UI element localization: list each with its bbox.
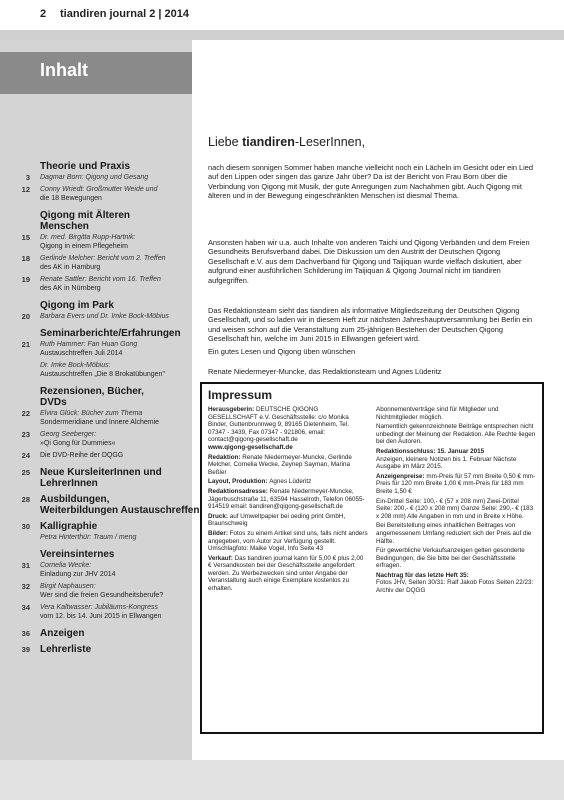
impressum-entry: Namentlich gekennzeichnete Beiträge entsprechen nicht unbedingt der Meinung der Redaktion. Alle Rechte liegen bei den Autoren. xyxy=(376,423,536,446)
toc-page-number: 20 xyxy=(21,312,30,321)
letter-greeting: Liebe tiandiren-LeserInnen, xyxy=(208,135,366,149)
toc-section: Lehrerliste xyxy=(40,644,92,655)
impressum-entry: Bilder: Fotos zu einem Artikel sind uns, falls nicht anders angegeben, vom Autor zur Verfügung gestellt. Umschlagfoto: Maike Vogel, Info Seite 43 xyxy=(208,529,368,553)
impressum-entry: Bei Bereitstellung eines inhaltlichen Beitrages von angemessenem Umfang reduziert sich der Preis auf die Hälfte. xyxy=(376,522,532,545)
toc-page-number: 36 xyxy=(21,629,30,638)
toc-item-title: des AK in Nürnberg xyxy=(40,285,101,292)
toc-author: Dr. med. Birgitta Rupp-Hartnik: xyxy=(40,234,136,241)
toc-author: Dr. Imke Bock-Möbius: xyxy=(40,362,111,369)
impressum-entry: Für gewerbliche Verkaufsanzeigen gelten gesonderte Bedingungen, die Sie bitte bei der Geschäftsstelle erfragen. xyxy=(376,547,525,570)
toc-page-number: 18 xyxy=(21,254,30,263)
toc-item-title: Austauschtreffen „Die 8 Brokatübungen" xyxy=(40,371,165,378)
toc-page-number: 19 xyxy=(21,275,30,284)
impressum-box xyxy=(200,382,544,734)
toc-author: Birgit Naphausen: xyxy=(40,583,96,590)
toc-author: Cornelia Wecke: xyxy=(40,562,92,569)
impressum-entry: Anzeigenpreise: mm-Preis für 57 mm Breite 0,50 € mm-Preis für 120 mm Breite 1,00 € mm-Preis für 183 mm Breite 1,50 € xyxy=(376,472,536,495)
impressum-entry: Redaktionsschluss: 15. Januar 2015 Anzeigen, kleinere Notizen bis 1. Februar Nächste Ausgabe im März 2015. xyxy=(376,447,517,471)
toc-section: Theorie und Praxis xyxy=(40,161,131,172)
toc-author: Dagmar Born: Qigong und Gesang xyxy=(40,174,149,181)
toc-author: Ruth Hammer: Fan Huan Gong xyxy=(40,341,138,348)
toc-item-title: Wer sind die freien Gesundheitsberufe? xyxy=(40,592,164,599)
journal-title: tiandiren journal 2 | 2014 xyxy=(60,8,190,20)
impressum-entry: Druck: auf Umweltpapier bei oeding print GmbH, Braunschweig xyxy=(208,512,346,528)
impressum-entry: Verkauf: Das tiandiren journal kann für 5,00 € plus 2,00 € Versandkosten bei der Geschäftsstelle angefordert werden. Zu Werbezwecken sind unter Angabe der Veranstaltung auch einige Exemplare kostenlos zu erhalten. xyxy=(208,554,364,593)
toc-author: Conny Wriedt: Großmutter Weide und xyxy=(40,186,158,193)
toc-item-title: Die DVD-Reihe der DQGG xyxy=(40,452,124,459)
toc-item-title: Einladung zur JHV 2014 xyxy=(40,571,116,578)
toc-section: Weiterbildungen Austauschreffen xyxy=(40,505,200,516)
toc-page-number: 31 xyxy=(21,561,30,570)
toc-item-title: Austauschtreffen Juli 2014 xyxy=(40,350,123,357)
impressum-right-column xyxy=(376,406,536,597)
toc-page-number: 15 xyxy=(21,233,30,242)
toc-page-number: 32 xyxy=(21,582,30,591)
toc-author: Gerlinde Melcher: Bericht vom 2. Treffen xyxy=(40,255,166,262)
impressum-entry: Layout, Produktion: Agnes Lüderitz xyxy=(208,478,312,486)
toc-page-number: 22 xyxy=(21,409,30,418)
impressum-title: Impressum xyxy=(208,388,273,402)
toc-section: Seminarberichte/Erfahrungen xyxy=(40,328,181,339)
toc-page-number: 12 xyxy=(21,185,30,194)
toc-section: Menschen xyxy=(40,221,89,232)
letter-signature: Renate Niedermeyer-Muncke, das Redaktionsteam und Agnes Lüderitz xyxy=(208,367,442,376)
letter-paragraph: Ein gutes Lesen und Qigong üben wünschen xyxy=(208,347,356,356)
toc-section: DVDs xyxy=(40,397,67,408)
toc-section: Ausbildungen, xyxy=(40,494,110,505)
toc-item-title: Qigong in einem Pflegeheim xyxy=(40,243,128,250)
toc-section: Anzeigen xyxy=(40,628,85,639)
toc-section: LehrerInnen xyxy=(40,478,98,489)
toc-title: Inhalt xyxy=(40,60,88,80)
toc-page-number: 34 xyxy=(21,603,30,612)
page-number: 2 xyxy=(40,8,47,20)
toc-item-title: Sondermeridiane und Innere Alchemie xyxy=(40,419,160,426)
impressum-left-column xyxy=(208,406,368,595)
toc-section: Qigong mit Älteren xyxy=(40,210,130,221)
toc-item-title: »Qi Gong für Dummies« xyxy=(40,440,116,447)
toc-author: Petra Hinterthür: Traum / meng xyxy=(40,534,137,541)
toc-author: Barbara Evers und Dr. Imke Bock-Möbius xyxy=(40,313,169,320)
toc-page-number: 3 xyxy=(25,173,30,182)
toc-page-number: 28 xyxy=(21,495,30,504)
toc-page-number: 21 xyxy=(21,340,30,349)
impressum-entry: Redaktionsadresse: Renate Niedermeyer-Muncke, Jägerbuschstraße 11, 63594 Hasselroth, Telefon 06055-914519 email: tiandiren@qigong-gesellschaft.de xyxy=(208,487,365,511)
letter-paragraph: Das Redaktionsteam sieht das tiandiren als informative Mitgliedszeitung der Deutschen Qigong Gesellschaft, und so laden wir in diesem Heft zur nächsten Jahreshauptversammlung bei Berlin ein und weisen schon auf die Veranstaltung zum 25-jährigen Bestehen der Deutschen Qigong Gesellschaft hin, welche im Juni 2015 in Ellwangen gefeiert wird. xyxy=(208,306,533,344)
letter-paragraph: nach diesem sonnigen Sommer haben manche vielleicht noch ein Lächeln im Gesicht oder ein Lied auf den Lippen oder singen das ganze Jahr über? Da ist der Bericht von Frau Born über die Verbindung von Qigong mit Musik, der gute Anregungen zum Nachahmen gibt. Auch Qigong mit älteren und in der Bewegung eingeschränkten Menschen ist diesmal Thema. xyxy=(208,163,533,201)
toc-page-number: 30 xyxy=(21,522,30,531)
toc-item-title: die 18 Bewegungen xyxy=(40,195,102,202)
header-band xyxy=(0,30,564,40)
toc-item-title: des AK in Hamburg xyxy=(40,264,101,271)
toc-page-number: 23 xyxy=(21,430,30,439)
letter-paragraph: Ansonsten haben wir u.a. auch Inhalte von anderen Taichi und Qigong Verbänden und dem Freien Gesundheits Berufsverband dabei. Die Diskussion um den Austritt der Deutschen Qigong Gesellschaft e.V. aus dem Dachverband für Qigong und Taijiquan wurde vielfach diskutiert, aber aufgrund einer ausführlichen Schilderung im Taijiquan & Qigong Journal nicht im tiandiren aufgegriffen. xyxy=(208,238,530,285)
impressum-entry: Redaktion: Renate Niedermeyer-Muncke, Gerlinde Melcher, Cornelia Wecke, Zeynep Sayman, Marina Beßler xyxy=(208,453,352,476)
toc-author: Renate Sattler: Bericht vom 16. Treffen xyxy=(40,276,161,283)
toc-section: Kalligraphie xyxy=(40,521,98,532)
impressum-entry: Abonnementverträge sind für Mitglieder und Nichtmitglieder möglich. xyxy=(376,406,499,421)
toc-author: Elvira Glück: Bücher zum Thema xyxy=(40,410,143,417)
toc-page-number: 24 xyxy=(21,451,30,460)
toc-item-title: vom 12. bis 14. Juni 2015 in Ellwangen xyxy=(40,613,162,620)
toc-section: Neue KursleiterInnen und xyxy=(40,467,162,478)
toc-page-number: 25 xyxy=(21,468,30,477)
impressum-entry: Ein-Drittel Seite: 100,- € (57 x 208 mm) Zwei-Drittel Seite: 200,- € (120 x 208 mm) Ganze Seite: 290,- € (183 x 208 mm) Alle Angaben in mm und in Breite x Höhe. xyxy=(376,497,534,520)
toc-section: Qigong im Park xyxy=(40,300,114,311)
impressum-entry: Nachtrag für das letzte Heft 35: Fotos JHV, Seiten 30/31: Ralf Jakob Fotos Seiten 22/23: Archiv der DQGG xyxy=(376,571,534,595)
footer-band xyxy=(0,760,564,800)
toc-title-box xyxy=(0,52,192,94)
page-header xyxy=(0,0,564,30)
toc-page-number: 39 xyxy=(21,645,30,654)
website-link[interactable]: www.qigong-gesellschaft.de xyxy=(208,443,293,451)
toc-author: Vera Kaltwasser: Jubiläums-Kongress xyxy=(40,604,159,611)
toc-section: Rezensionen, Bücher, xyxy=(40,386,144,397)
toc-author: Georg Seeberger: xyxy=(40,431,97,438)
toc-section: Vereinsinternes xyxy=(40,549,115,560)
impressum-entry: Herausgeberin: DEUTSCHE QIGONG GESELLSCHAFT e.V. Geschäftsstelle: c/o Monika Binder, Guttenbrunnweg 9, 89165 Dietenheim, Tel. 07347 - 3439, Fax 07347 - 921806, email: contact@qigong-gesellschaft.de www.qigong-gesellschaft.de xyxy=(208,406,368,452)
